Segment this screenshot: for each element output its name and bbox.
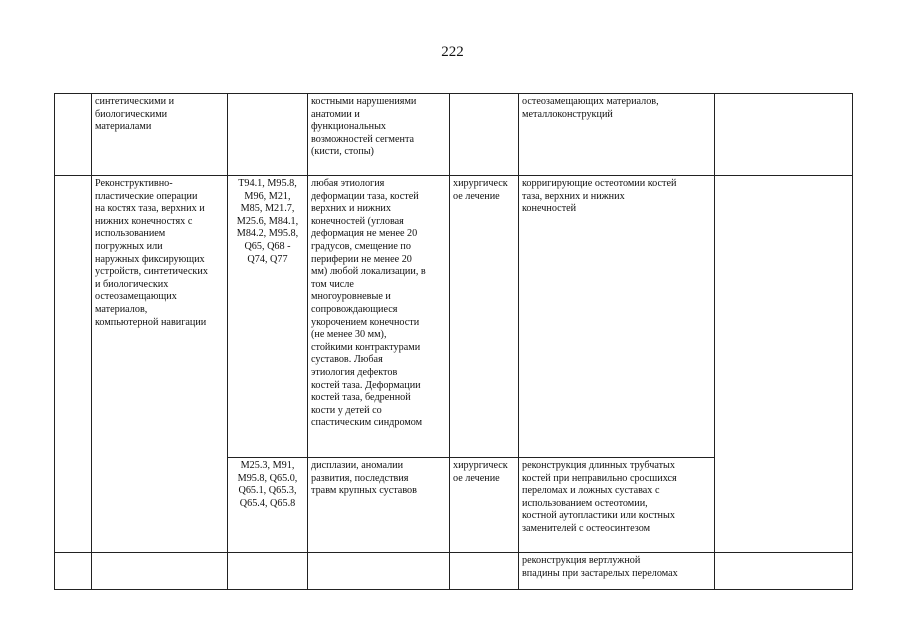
treatment-method-cell: корригирующие остеотомии костей таза, верхних и нижних конечностей — [519, 176, 715, 458]
icd-codes-cell: M25.3, M91, M95.8, Q65.0, Q65.1, Q65.3, Q65.4, Q65.8 — [228, 458, 308, 553]
icd-codes-cell: T94.1, M95.8, M96, M21, M85, M21.7, M25.6, M84.1, M84.2, M95.8, Q65, Q68 - Q74, Q77 — [228, 176, 308, 458]
cost-cell — [715, 94, 853, 176]
patient-model-cell — [308, 553, 450, 590]
treatment-method-cell: реконструкция вертлужной впадины при застарелых переломах — [519, 553, 715, 590]
treatment-type-cell — [450, 94, 519, 176]
icd-codes-cell — [228, 94, 308, 176]
treatment-method-cell: реконструкция длинных трубчатых костей при неправильно сросшихся переломах и ложных суставах с использованием остеотомии, костной аутопластики или костных заменителей с остеосинтезом — [519, 458, 715, 553]
treatment-type-cell: хирургическ ое лечение — [450, 458, 519, 553]
cost-cell — [715, 176, 853, 553]
procedure-name-cell: Реконструктивно- пластические операции на костях таза, верхних и нижних конечностях с использованием погружных или наружных фиксирующих устройств, синтетических и биологических остеозамещающих материалов, компьютерной навигации — [92, 176, 228, 553]
procedure-name-cell — [92, 553, 228, 590]
patient-model-cell: дисплазии, аномалии развития, последствия травм крупных суставов — [308, 458, 450, 553]
patient-model-cell: костными нарушениями анатомии и функциональных возможностей сегмента (кисти, стопы) — [308, 94, 450, 176]
cost-cell — [715, 553, 853, 590]
patient-model-cell: любая этиология деформации таза, костей верхних и нижних конечностей (угловая деформация не менее 20 градусов, смещение по периферии не менее 20 мм) любой локализации, в том числе многоуровневые и сопровождающиеся укорочением конечности (не менее 30 мм), стойкими контрактурами суставов. Любая этиология дефектов костей таза. Деформации костей таза, бедренной кости у детей со спастическим синдромом — [308, 176, 450, 458]
treatment-type-cell — [450, 553, 519, 590]
row-number-cell — [55, 94, 92, 176]
page-number: 222 — [441, 44, 464, 60]
procedure-name-cell: синтетическими и биологическими материалами — [92, 94, 228, 176]
procedures-table — [54, 93, 853, 590]
table-row — [55, 94, 853, 176]
icd-codes-cell — [228, 553, 308, 590]
row-number-cell — [55, 553, 92, 590]
table-row — [55, 176, 853, 458]
table-row — [55, 553, 853, 590]
row-number-cell — [55, 176, 92, 553]
treatment-type-cell: хирургическ ое лечение — [450, 176, 519, 458]
treatment-method-cell: остеозамещающих материалов, металлоконструкций — [519, 94, 715, 176]
